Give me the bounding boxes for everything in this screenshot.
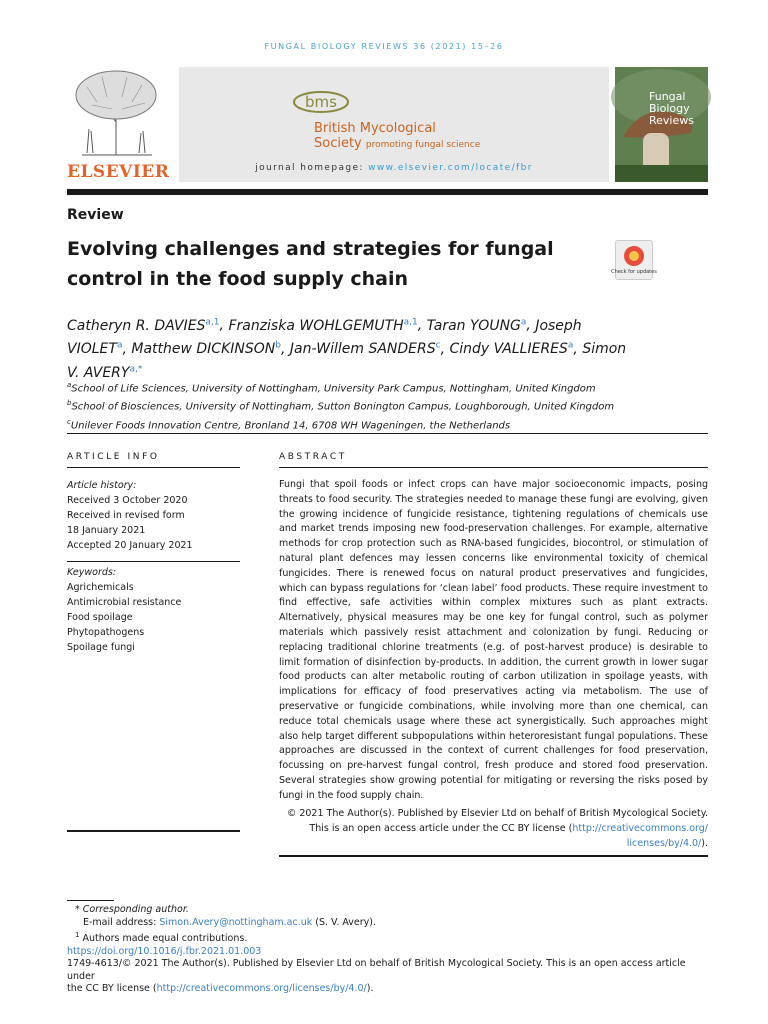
corresponding-note: * Corresponding author. bbox=[75, 904, 189, 915]
society-name-line2: Society promoting fungal science bbox=[314, 136, 481, 151]
author[interactable]: Catheryn R. DAVIES$^{a,1}$ bbox=[67, 317, 220, 334]
elsevier-tree-icon bbox=[67, 67, 165, 159]
bms-logo-icon[interactable] bbox=[291, 89, 351, 115]
author[interactable]: Matthew DICKINSON$^b$ bbox=[131, 340, 281, 358]
homepage-link[interactable]: www.elsevier.com/locate/fbr bbox=[368, 163, 533, 173]
keyword: Phytopathogens bbox=[67, 627, 145, 638]
society-tagline: promoting fungal science bbox=[365, 140, 481, 150]
keyword: Agrichemicals bbox=[67, 582, 134, 593]
article-title: Evolving challenges and strategies for fungal control in the food supply chain bbox=[67, 238, 554, 290]
abstract-heading: ABSTRACT bbox=[279, 452, 347, 462]
affiliation: $^b$School of Biosciences, University of Nottingham, Sutton Bonington Campus, Loughborough, United Kingdom bbox=[67, 399, 615, 413]
author[interactable]: Taran YOUNG$^a$ bbox=[426, 317, 527, 334]
author[interactable]: Cindy VALLIERES$^a$ bbox=[449, 340, 574, 358]
license-link[interactable]: http://creativecommons.org/ bbox=[572, 822, 708, 834]
email-link[interactable]: Simon.Avery@nottingham.ac.uk bbox=[159, 916, 313, 928]
issn-line: 1749-4613/© 2021 The Author(s). Published by Elsevier Ltd on behalf of British Mycological Society. This is an open access article under bbox=[67, 958, 686, 982]
author[interactable]: Jan-Willem SANDERS$^c$ bbox=[289, 340, 441, 358]
keywords: Keywords: Agrichemicals Antimicrobial resistance Food spoilage Phytopathogens Spoilage fungi bbox=[67, 565, 240, 655]
abstract bbox=[279, 452, 708, 857]
affiliation: $^a$School of Life Sciences, University of Nottingham, University Park Campus, Nottingham, United Kingdom bbox=[67, 381, 596, 395]
keyword: Spoilage fungi bbox=[67, 642, 135, 653]
license-link[interactable]: http://creativecommons.org/licenses/by/4.0/ bbox=[156, 983, 367, 995]
author-list: Catheryn R. DAVIES$^{a,1}$, Franziska WOHLGEMUTH$^{a,1}$, Taran YOUNG$^a$, Joseph VIOLET$^a$, Matthew DICKINSON$^b$, Jan-Willem SANDERS$^c$, Cindy VALLIERES$^a$, Simon V. $AVERY^{a,*}$ bbox=[67, 317, 627, 381]
affiliation: $^c$Unilever Foods Innovation Centre, Bronland 14, 6708 WH Wageningen, the Netherlands bbox=[67, 417, 511, 431]
society-banner bbox=[179, 67, 609, 182]
society-name-line1: British Mycological bbox=[314, 121, 436, 136]
section-rule bbox=[67, 433, 708, 434]
article-type: Review bbox=[67, 207, 124, 223]
journal-reference: FUNGAL BIOLOGY REVIEWS 36 (2021) 15–26 bbox=[264, 42, 504, 51]
affiliations bbox=[67, 378, 707, 433]
divider bbox=[67, 467, 240, 468]
footnotes bbox=[67, 904, 708, 996]
cover-title: Fungal Biology Reviews bbox=[649, 90, 694, 127]
society-name bbox=[314, 121, 480, 153]
journal-header bbox=[67, 67, 708, 182]
svg-text:Check for updates: Check for updates bbox=[611, 269, 657, 275]
keyword: Food spoilage bbox=[67, 612, 133, 623]
email-note: E-mail address: Simon.Avery@nottingham.ac.uk (S. V. Avery). bbox=[83, 916, 377, 928]
svg-text:bms: bms bbox=[305, 93, 337, 111]
elsevier-logo[interactable] bbox=[67, 67, 177, 182]
abstract-text: Fungi that spoil foods or infect crops can have major socioeconomic impacts, posing threats to food security. The strategies needed to manage these fungi are evolving, given the growing incidence of fungicide resistance, tightening regulations of chemicals use and market trends imposing new food-preservation challenges. For example, alternative methods for crop protection such as RNA-based fungicides, biocontrol, or stimulation of natural plant defences may lessen concerns like environmental toxicity of chemical fungicides. There is renewed focus on natural product preservatives and fungicides, which can bypass regulations for ‘clean label’ food products. These require investment to find effective, safe activities within complex mixtures such as plant extracts. Alternatively, physical measures may be one key for fungal control, such as polymer materials which passively resist attachment and colonization by fungi. Reducing or replacing traditional chlorine treatments (e.g. of post-harvest produce) is desirable to limit formation of disinfection by-products. In addition, the current growth in lower sugar food products can alter metabolic routing of carbon utilization in spoilage yeasts, with implications for efficacy of food preservatives acting via metabolism. The use of preservative or fungicide combinations, while involving more than one chemical, can reduce total chemicals usage where these act synergistically. Such approaches might also help target different subpopulations within heteroresistant fungal populations. These approaches are discussed in the context of current challenges for food preservation, focussing on pre-harvest fungal control, fresh produce and stored food preservation. Several strategies show growing potential for mitigating or reversing the risks posed by fungi in the food supply chain. bbox=[279, 479, 708, 801]
journal-homepage: journal homepage: www.elsevier.com/locate/fbr bbox=[255, 163, 533, 173]
footnote-rule bbox=[67, 900, 114, 901]
journal-cover[interactable] bbox=[615, 67, 708, 182]
issn-line-2: the CC BY license (http://creativecommons.org/licenses/by/4.0/). bbox=[67, 983, 374, 995]
article-info-heading: ARTICLE INFO bbox=[67, 452, 160, 462]
header-rule bbox=[67, 189, 708, 195]
license-link[interactable]: licenses/by/4.0/ bbox=[626, 837, 702, 849]
abstract-copyright: © 2021 The Author(s). Published by Elsevier Ltd on behalf of British Mycological Society. This is an open access article under the CC BY license (http://creativecommons.org/ licenses/by/4.0/). bbox=[286, 807, 708, 849]
divider bbox=[279, 855, 708, 857]
check-for-updates-button[interactable] bbox=[611, 240, 657, 280]
article-history: Article history: Received 3 October 2020 Received in revised form 18 January 2021 Accepted 20 January 2021 bbox=[67, 480, 193, 551]
check-updates-icon bbox=[611, 241, 657, 279]
article-info bbox=[67, 452, 240, 832]
author[interactable]: Joseph VIOLET$^a$ bbox=[67, 317, 582, 358]
keyword: Antimicrobial resistance bbox=[67, 597, 182, 608]
doi-link[interactable]: https://doi.org/10.1016/j.fbr.2021.01.003 bbox=[67, 945, 262, 957]
equal-contribution-note: $^1$ Authors made equal contributions. bbox=[75, 931, 248, 945]
author[interactable]: Franziska WOHLGEMUTH$^{a,1}$ bbox=[228, 317, 418, 334]
divider bbox=[279, 467, 708, 468]
elsevier-wordmark: ELSEVIER bbox=[67, 162, 170, 182]
divider bbox=[67, 830, 240, 832]
author[interactable]: Simon V. $AVERY^{a,*}$ bbox=[67, 341, 627, 381]
divider bbox=[67, 561, 240, 562]
